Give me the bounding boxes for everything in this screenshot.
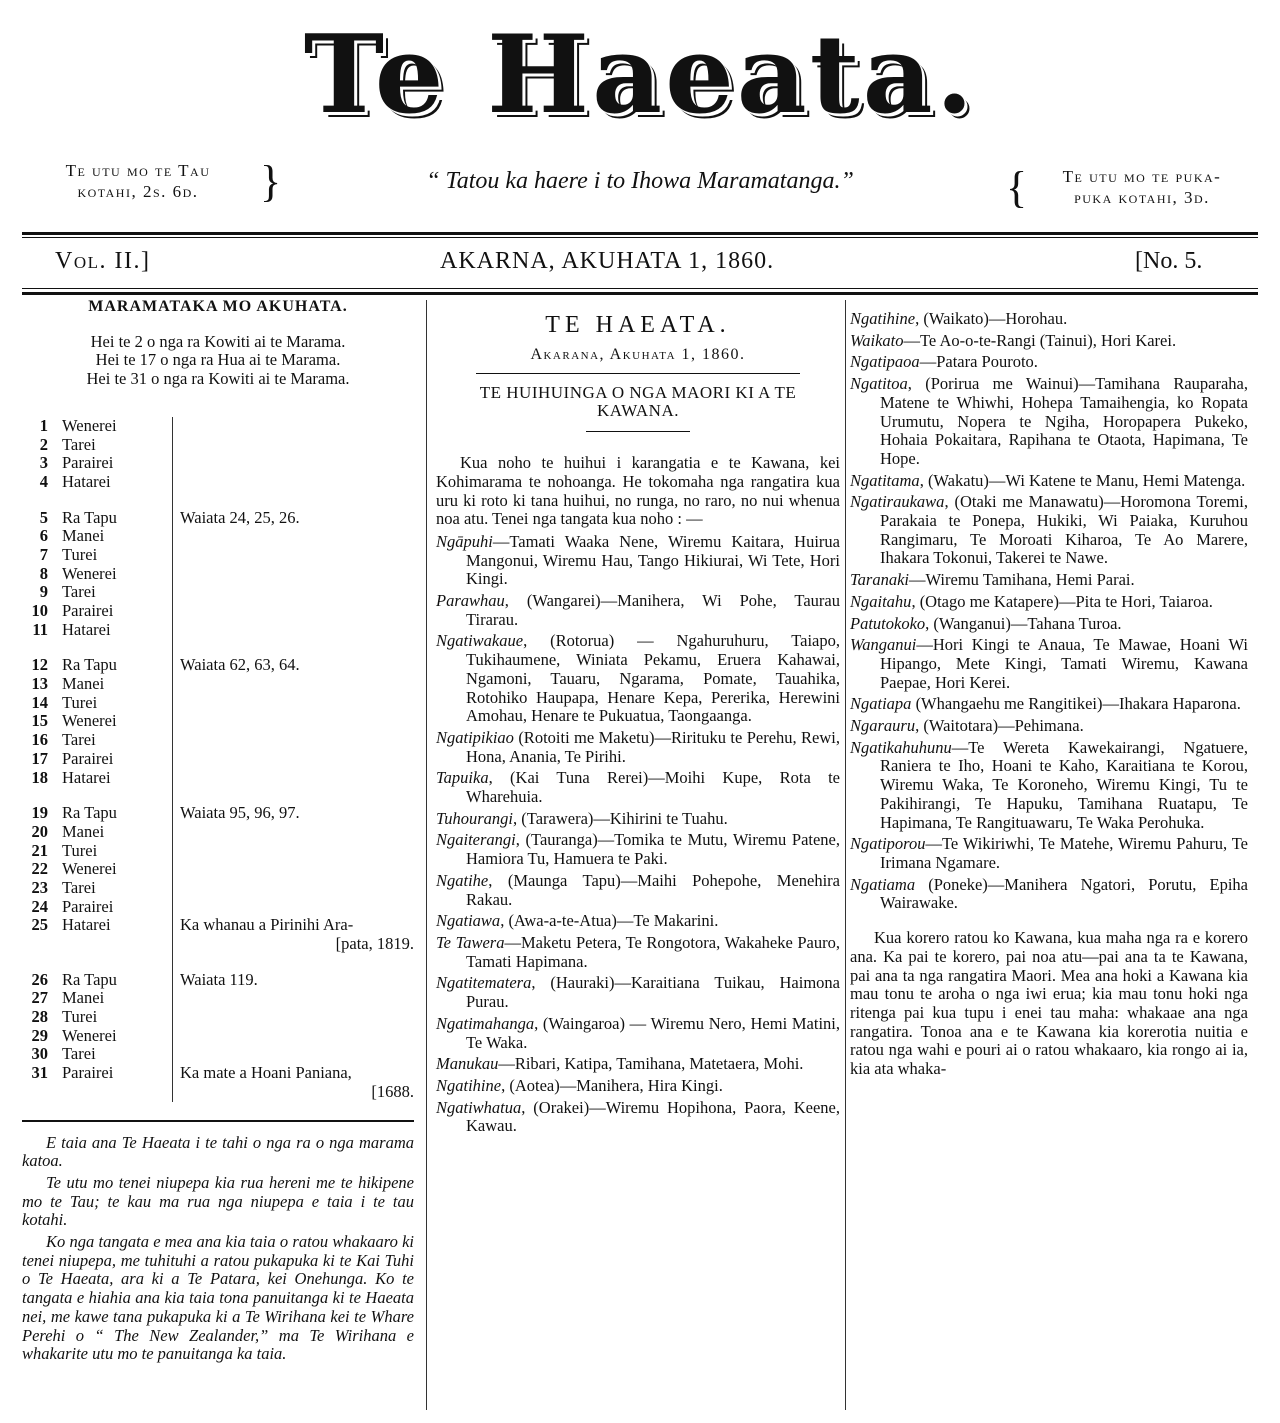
day-name: Ra Tapu: [62, 507, 117, 527]
day-note: [172, 731, 414, 750]
day-number: 18: [31, 767, 48, 787]
day-name: Tarei: [62, 1044, 96, 1064]
day-note: [172, 694, 414, 713]
tribe-name: Te Tawera: [436, 932, 505, 952]
calendar-table: [22, 417, 414, 1102]
attendee-entry: [850, 332, 1248, 351]
day-note: Waiata 95, 96, 97.: [180, 803, 300, 823]
tribe-name: Taranaki: [850, 570, 909, 590]
tribe-name: Ngatitematera: [436, 973, 532, 993]
single-copy-price: [1006, 163, 1260, 212]
moon-phase-line: Hei te 17 o nga ra Hua ai te Marama.: [95, 350, 341, 370]
attendee-entry: [850, 593, 1248, 612]
calendar-row: [22, 565, 414, 584]
attendee-names: (Whangaehu me Rangitikei)—Ihakara Haparona.: [911, 694, 1241, 714]
attendee-entry: [436, 810, 840, 829]
attendee-entry: [850, 717, 1248, 736]
divider: [22, 237, 1258, 238]
day-note: [172, 712, 414, 731]
day-name: Ra Tapu: [62, 803, 117, 823]
attendee-names: , (Kai Tuna Rerei)—Moihi Kupe, Rota te Wharehuia.: [466, 768, 840, 807]
day-name: Tarei: [62, 877, 96, 897]
tribe-name: Ngatiporou: [850, 834, 926, 854]
dateline: AKARNA, AKUHATA 1, 1860.: [440, 248, 775, 274]
attendee-names: —Ribari, Katipa, Tamihana, Matetaera, Mohi.: [498, 1054, 804, 1074]
day-number: 20: [31, 821, 48, 841]
single-price-line-2: puka kotahi, 3d.: [1074, 188, 1210, 207]
attendee-names: , (Aotea)—Manihera, Hira Kingi.: [501, 1075, 723, 1095]
day-number: [22, 935, 48, 954]
attendee-names: —Te Wikiriwhi, Te Matehe, Wiremu Pahuru, Te Irimana Ngamare.: [880, 834, 1248, 872]
day-name: [48, 935, 172, 954]
calendar-row: [22, 602, 414, 621]
calendar-row: [22, 898, 414, 917]
attendee-entry: [850, 739, 1248, 833]
calendar-row: [22, 436, 414, 455]
calendar-row: [22, 750, 414, 769]
day-note: [172, 565, 414, 584]
day-number: 6: [39, 526, 48, 546]
day-note: [172, 473, 414, 492]
article-column: [436, 310, 840, 1139]
tribe-name: Ngatitama: [850, 470, 920, 490]
attendee-names: , (Orakei)—Wiremu Hopihona, Paora, Keene, Kawau.: [466, 1097, 840, 1136]
day-name: Tarei: [62, 434, 96, 454]
calendar-row: [22, 473, 414, 492]
day-number: 28: [31, 1007, 48, 1027]
calendar-row: [22, 546, 414, 565]
article-column-continued: [850, 310, 1248, 1083]
day-name: Wenerei: [62, 859, 117, 879]
calendar-row: [22, 417, 414, 436]
day-note: Ka mate a Hoani Paniana,: [180, 1063, 352, 1083]
tribe-name: Wanganui: [850, 635, 917, 655]
day-note: Ka whanau a Pirinihi Ara-: [180, 915, 354, 935]
day-name: Hatarei: [62, 767, 111, 787]
tribe-name: Ngatitoa: [850, 374, 908, 394]
attendee-names: —Tamati Waaka Nene, Wiremu Kaitara, Huirua Mangonui, Wiremu Hau, Tango Hikiurai, Wi Tete, Hori Kingi.: [466, 531, 840, 589]
moon-phase-line: Hei te 31 o nga ra Kowiti ai te Marama.: [86, 369, 350, 389]
article-intro: Kua noho te huihui i karangatia e te Kawana, kei Kohimarama te nohoanga. He tokomaha nga rangatira kua uru ki roto ki tana huihui, no runga, no raro, no nui whenua noa atu. Tenei nga tangata kua noho : —: [436, 453, 840, 529]
day-note: [172, 454, 414, 473]
attendee-names: —Te Wereta Kawekairangi, Ngatuere, Raniera te Iho, Hoani te Kaho, Karaitiana te Korou, Wiremu Waka, Te Koroneho, Wiremu Kingi, Tu te Pakihirangi, Te Hapuku, Tamihana Ruatapu, Te Hapimana, Te Rangituawaru, Te Waka Perohuka.: [880, 737, 1248, 832]
attendee-names: , (Awa-a-te-Atua)—Te Makarini.: [500, 911, 719, 931]
tribe-name: Ngatihine: [436, 1075, 502, 1095]
divider: [22, 292, 1258, 295]
day-name: Wenerei: [62, 415, 117, 435]
day-note: [172, 879, 414, 898]
day-number: 8: [39, 563, 48, 583]
attendee-entry: [850, 636, 1248, 692]
day-number: 27: [31, 988, 48, 1008]
tribe-name: Ngarauru: [850, 716, 916, 736]
day-number: 30: [31, 1044, 48, 1064]
day-name: Manei: [62, 674, 105, 694]
day-number: 9: [39, 582, 48, 602]
day-name: Turei: [62, 1007, 98, 1027]
tribe-name: Ngatiraukawa: [850, 492, 945, 512]
day-number: 25: [31, 915, 48, 935]
day-note: [172, 417, 414, 436]
attendee-names: , (Otago me Katapere)—Pita te Hori, Taiaroa.: [911, 591, 1213, 611]
calendar-row: [22, 731, 414, 750]
attendee-names: —Wiremu Tamihana, Hemi Parai.: [909, 570, 1135, 590]
day-number: 11: [32, 619, 48, 639]
tribe-name: Ngatipaoa: [850, 352, 920, 372]
day-note: [pata, 1819.: [335, 934, 414, 953]
day-note: Waiata 119.: [180, 969, 258, 989]
day-note: Waiata 24, 25, 26.: [180, 507, 300, 527]
day-name: Wenerei: [62, 1025, 117, 1045]
brace-icon: {: [1006, 163, 1029, 212]
calendar-divider: [172, 417, 173, 1102]
article-closing: Kua korero ratou ko Kawana, kua maha nga ra e korero ana. Ka pai te korero, pai noa atu—pai ana ta te Kawana, pai ana ta nga rangatira Maori. Mea ana hoki a Kawana kia mau tonu te aroha o nga iwi erua; kia mau tonu hoki nga ritenga pai kua tupu i enei tau maha: whakaae ana nga rangatira. Tonoa ana e te Kawana kia korerotia nuitia e ratou nga wahi e pouri ai o ratou whakaaro, kia rongo ai ia, kia ata whaka-: [850, 928, 1248, 1079]
day-number: 5: [39, 507, 48, 527]
day-note: [172, 842, 414, 861]
day-number: 7: [39, 544, 48, 564]
day-note: [1688.: [371, 1081, 414, 1101]
tribe-name: Ngatiapa: [850, 694, 912, 714]
day-number: 1: [39, 415, 48, 435]
day-name: Parairei: [62, 601, 114, 620]
calendar-row: [22, 935, 414, 954]
day-number: 16: [31, 730, 48, 750]
calendar-row: [22, 694, 414, 713]
day-name: Manei: [62, 988, 105, 1008]
divider: [22, 288, 1258, 289]
divider: [476, 373, 800, 374]
attendee-names: , (Maunga Tapu)—Maihi Pohepohe, Menehira Rakau.: [466, 870, 840, 909]
day-number: 19: [31, 803, 48, 823]
attendee-names: , (Hauraki)—Karaitiana Tuikau, Haimona Purau.: [466, 973, 840, 1012]
paper-date: Akarana, Akuhata 1, 1860.: [530, 346, 746, 363]
annual-price-line-1: Te utu mo te Tau: [65, 161, 211, 180]
attendee-entry: [436, 912, 840, 931]
calendar-row: [22, 916, 414, 935]
calendar-row: [22, 583, 414, 602]
day-number: 4: [39, 471, 48, 491]
day-note: [172, 769, 414, 788]
day-note: [172, 1027, 414, 1046]
tribe-name: Ngatihe: [436, 870, 489, 890]
tribe-name: Tuhourangi: [436, 808, 514, 828]
attendee-names: , (Wangarei)—Manihera, Wi Pohe, Taurau Tirarau.: [466, 591, 840, 629]
attendee-entry: [850, 876, 1248, 913]
attendee-entry: [850, 375, 1248, 469]
calendar-row: [22, 769, 414, 788]
day-name: Hatarei: [62, 471, 111, 491]
tribe-name: Ngatikahuhunu: [850, 737, 952, 757]
attendee-entry: [850, 571, 1248, 590]
tribe-name: Tapuika: [436, 768, 489, 788]
attendee-entry: [436, 872, 840, 909]
calendar-row: [22, 860, 414, 879]
day-note: [172, 989, 414, 1008]
tribe-name: Ngatimahanga: [436, 1013, 535, 1033]
calendar-title: MARAMATAKA MO AKUHATA.: [88, 298, 348, 315]
day-note: [172, 860, 414, 879]
day-number: 3: [39, 453, 48, 473]
tribe-name: Ngatiwhatua: [436, 1097, 522, 1117]
calendar-row: [22, 675, 414, 694]
day-note: [172, 621, 414, 640]
tribe-name: Ngaiterangi: [436, 830, 516, 850]
day-name: Parairei: [62, 896, 114, 916]
calendar-row: [22, 527, 414, 546]
day-number: 26: [31, 969, 48, 989]
article-headline: TE HUIHUINGA O NGA MAORI KI A TE KAWANA.: [479, 382, 797, 421]
tribe-name: Parawhau: [436, 591, 505, 611]
tribe-name: Manukau: [436, 1054, 499, 1074]
attendee-names: —Hori Kingi te Anaua, Te Mawae, Hoani Wi Hipango, Mete Kingi, Tamati Wiremu, Kawana Paepae, Hori Kerei.: [880, 635, 1248, 692]
day-name: Turei: [62, 544, 98, 564]
day-number: 22: [31, 859, 48, 879]
attendee-entry: [436, 1077, 840, 1096]
day-name: Manei: [62, 821, 105, 841]
day-number: 17: [31, 748, 48, 768]
divider: [22, 232, 1258, 235]
attendee-entry: [436, 1055, 840, 1074]
calendar-row: [22, 1083, 414, 1102]
attendee-names: , (Wanganui)—Tahana Turoa.: [925, 613, 1122, 633]
calendar-row: [22, 804, 414, 823]
moon-phase-line: Hei te 2 o nga ra Kowiti ai te Marama.: [90, 331, 346, 351]
attendee-names: (Rotoiti me Maketu)—Rirituku te Perehu, Rewi, Hona, Anania, Te Pirihi.: [466, 727, 840, 766]
volume: Vol. II.]: [55, 248, 151, 274]
tribe-name: Ngatiwakaue: [436, 631, 524, 651]
attendee-names: , (Wakatu)—Wi Katene te Manu, Hemi Matenga.: [919, 470, 1246, 490]
attendee-entry: [850, 472, 1248, 491]
day-note: [172, 675, 414, 694]
attendee-entry: [436, 632, 840, 726]
day-name: Manei: [62, 526, 105, 546]
tribe-name: Ngatipikiao: [436, 727, 514, 747]
attendee-entry: [436, 592, 840, 629]
calendar-row: [22, 842, 414, 861]
calendar-row: [22, 989, 414, 1008]
column-divider: [845, 300, 846, 1410]
calendar-row: [22, 621, 414, 640]
day-name: Tarei: [62, 730, 96, 750]
day-number: 12: [31, 655, 48, 675]
day-name: Wenerei: [62, 711, 117, 731]
brace-icon: }: [260, 157, 283, 206]
calendar-row: [22, 656, 414, 675]
day-note: [172, 750, 414, 769]
calendar-row: [22, 971, 414, 990]
day-name: Hatarei: [62, 915, 111, 935]
day-note: [172, 1008, 414, 1027]
attendee-entry: [436, 974, 840, 1011]
attendee-names: , (Rotorua) — Ngahuruhuru, Taiapo, Tukihaumene, Winiata Pekamu, Eruera Kahawai, Ngamoni, Tauaru, Ngarama, Pomate, Tauahika, Rotohiko Haupapa, Henare Kepa, Pererika, Herewini Amohau, Henare te Pukuatua, Taongaanga.: [466, 631, 840, 726]
attendee-entry: [850, 835, 1248, 872]
day-number: 13: [31, 674, 48, 694]
day-number: 29: [31, 1025, 48, 1045]
calendar-row: [22, 1008, 414, 1027]
attendee-entry: [850, 493, 1248, 568]
issue-number: [No. 5.: [1135, 248, 1203, 274]
attendee-entry: [436, 831, 840, 868]
day-number: 21: [31, 840, 48, 860]
attendee-names: —Patara Pouroto.: [919, 352, 1038, 372]
calendar-row: [22, 1027, 414, 1046]
divider: [22, 1120, 414, 1122]
tribe-name: Patutokoko: [850, 613, 926, 633]
motto: “ Tatou ka haere i to Ihowa Maramatanga.”: [426, 168, 854, 194]
notice: Ko nga tangata e mea ana kia taia o ratou whakaaro ki tenei niupepa, me tuhituhi a ratou pukapuka ki te Kai Tuhi o Te Haeata, ara ki a Te Patara, kei Onehunga. Ko te tangata e hiahia ana kia taia tona panuitanga ki te Haeata nei, me kawe tana pukapuka ki a Te Wirihana kei te Whare Perehi o “ The New Zealander,” ma Te Wirihana e whakarite utu mo te panuitanga ka taia.: [22, 1232, 414, 1364]
day-note: [172, 602, 414, 621]
annual-price-line-2: kotahi, 2s. 6d.: [77, 182, 199, 201]
calendar-row: [22, 454, 414, 473]
day-number: 31: [31, 1063, 48, 1083]
day-note: [172, 898, 414, 917]
attendee-names: , (Waitotara)—Pehimana.: [915, 716, 1084, 736]
day-name: Tarei: [62, 582, 96, 602]
day-name: Hatarei: [62, 619, 111, 639]
day-name: Wenerei: [62, 563, 117, 583]
notice: E taia ana Te Haeata i te tahi o nga ra o nga marama katoa.: [22, 1132, 414, 1171]
calendar-row: [22, 879, 414, 898]
attendee-names: , (Waikato)—Horohau.: [915, 309, 1068, 328]
day-name: [48, 1083, 172, 1102]
column-divider: [426, 300, 427, 1410]
day-note: [172, 583, 414, 602]
day-name: Turei: [62, 692, 98, 712]
day-name: Parairei: [62, 1063, 114, 1083]
day-note: [172, 1045, 414, 1064]
calendar-column: [22, 298, 414, 1367]
day-note: [172, 527, 414, 546]
tribe-name: Ngatiama: [850, 874, 916, 894]
day-number: 14: [31, 692, 48, 712]
calendar-row: [22, 1064, 414, 1083]
calendar-row: [22, 1045, 414, 1064]
tribe-name: Ngatihine: [850, 309, 916, 328]
annual-price: [22, 157, 283, 206]
attendee-names: —Te Ao-o-te-Rangi (Tainui), Hori Karei.: [903, 330, 1177, 350]
notice: Te utu mo tenei niupepa kia rua hereni me te hikipene mo te Tau; te kau ma rua nga niupepa e taia i te tau kotahi.: [22, 1172, 414, 1230]
day-name: Turei: [62, 840, 98, 860]
calendar-row: [22, 823, 414, 842]
attendee-names: , (Otaki me Manawatu)—Horomona Toremi, Parakaia te Ponepa, Hukiki, Wi Paiaka, Kuruhou Rangimaru, Te Moroati Kiharoa, Te Ao Marere, Ihakara Tokonui, Takerei te Nawe.: [880, 492, 1248, 568]
attendee-entry: [436, 934, 840, 971]
attendee-names: , (Tarawera)—Kihirini te Tuahu.: [513, 808, 728, 828]
masthead-title: Te Haeata.: [303, 12, 977, 138]
tribe-name: Ngatiawa: [436, 911, 501, 931]
attendee-names: , (Tauranga)—Tomika te Mutu, Wiremu Patene, Hamiora Tu, Hamuera te Paki.: [466, 830, 840, 869]
day-number: 23: [31, 877, 48, 897]
attendee-entry: [850, 615, 1248, 634]
attendee-entry: [436, 1099, 840, 1136]
calendar-row: [22, 712, 414, 731]
paper-title: TE HAEATA.: [545, 312, 731, 338]
day-note: [172, 436, 414, 455]
attendee-entry: [850, 310, 1248, 329]
attendee-entry: [850, 353, 1248, 372]
attendee-entry: [436, 769, 840, 806]
attendee-names: —Maketu Petera, Te Rongotora, Wakaheke Pauro, Tamati Hapimana.: [466, 932, 840, 971]
calendar-row: [22, 509, 414, 528]
day-name: Ra Tapu: [62, 969, 117, 989]
attendee-list: [850, 310, 1248, 913]
day-number: 2: [39, 434, 48, 454]
day-number: 24: [31, 896, 48, 916]
divider: [586, 431, 690, 432]
day-name: Parairei: [62, 748, 114, 768]
attendee-names: , (Porirua me Wainui)—Tamihana Rauparaha, Matene te Whiwhi, Hohepa Tamaihengia, ko Ropata Urumutu, Nopera te Ngiha, Horopapera Pukeko, Hohaia Pokaitara, Rapihana te Otaota, Hapimana, Te Hope.: [880, 374, 1248, 468]
day-note: Waiata 62, 63, 64.: [180, 655, 300, 675]
attendee-list: [436, 533, 840, 1136]
day-note: [172, 546, 414, 565]
single-price-line-1: Te utu mo te puka-: [1062, 167, 1222, 186]
day-name: Parairei: [62, 453, 114, 473]
tribe-name: Ngaitahu: [850, 591, 912, 611]
attendee-names: , (Waingaroa) — Wiremu Nero, Hemi Matini, Te Waka.: [466, 1013, 840, 1052]
day-number: [22, 1083, 48, 1102]
tribe-name: Waikato: [850, 330, 904, 350]
day-number: 10: [31, 601, 48, 620]
attendee-entry: [436, 533, 840, 589]
tribe-name: Ngāpuhi: [436, 531, 493, 551]
attendee-names: (Poneke)—Manihera Ngatori, Porutu, Epiha Wairawake.: [880, 874, 1248, 913]
day-number: 15: [31, 711, 48, 731]
attendee-entry: [850, 695, 1248, 714]
attendee-entry: [436, 729, 840, 766]
day-note: [172, 823, 414, 842]
attendee-entry: [436, 1015, 840, 1052]
day-name: Ra Tapu: [62, 655, 117, 675]
